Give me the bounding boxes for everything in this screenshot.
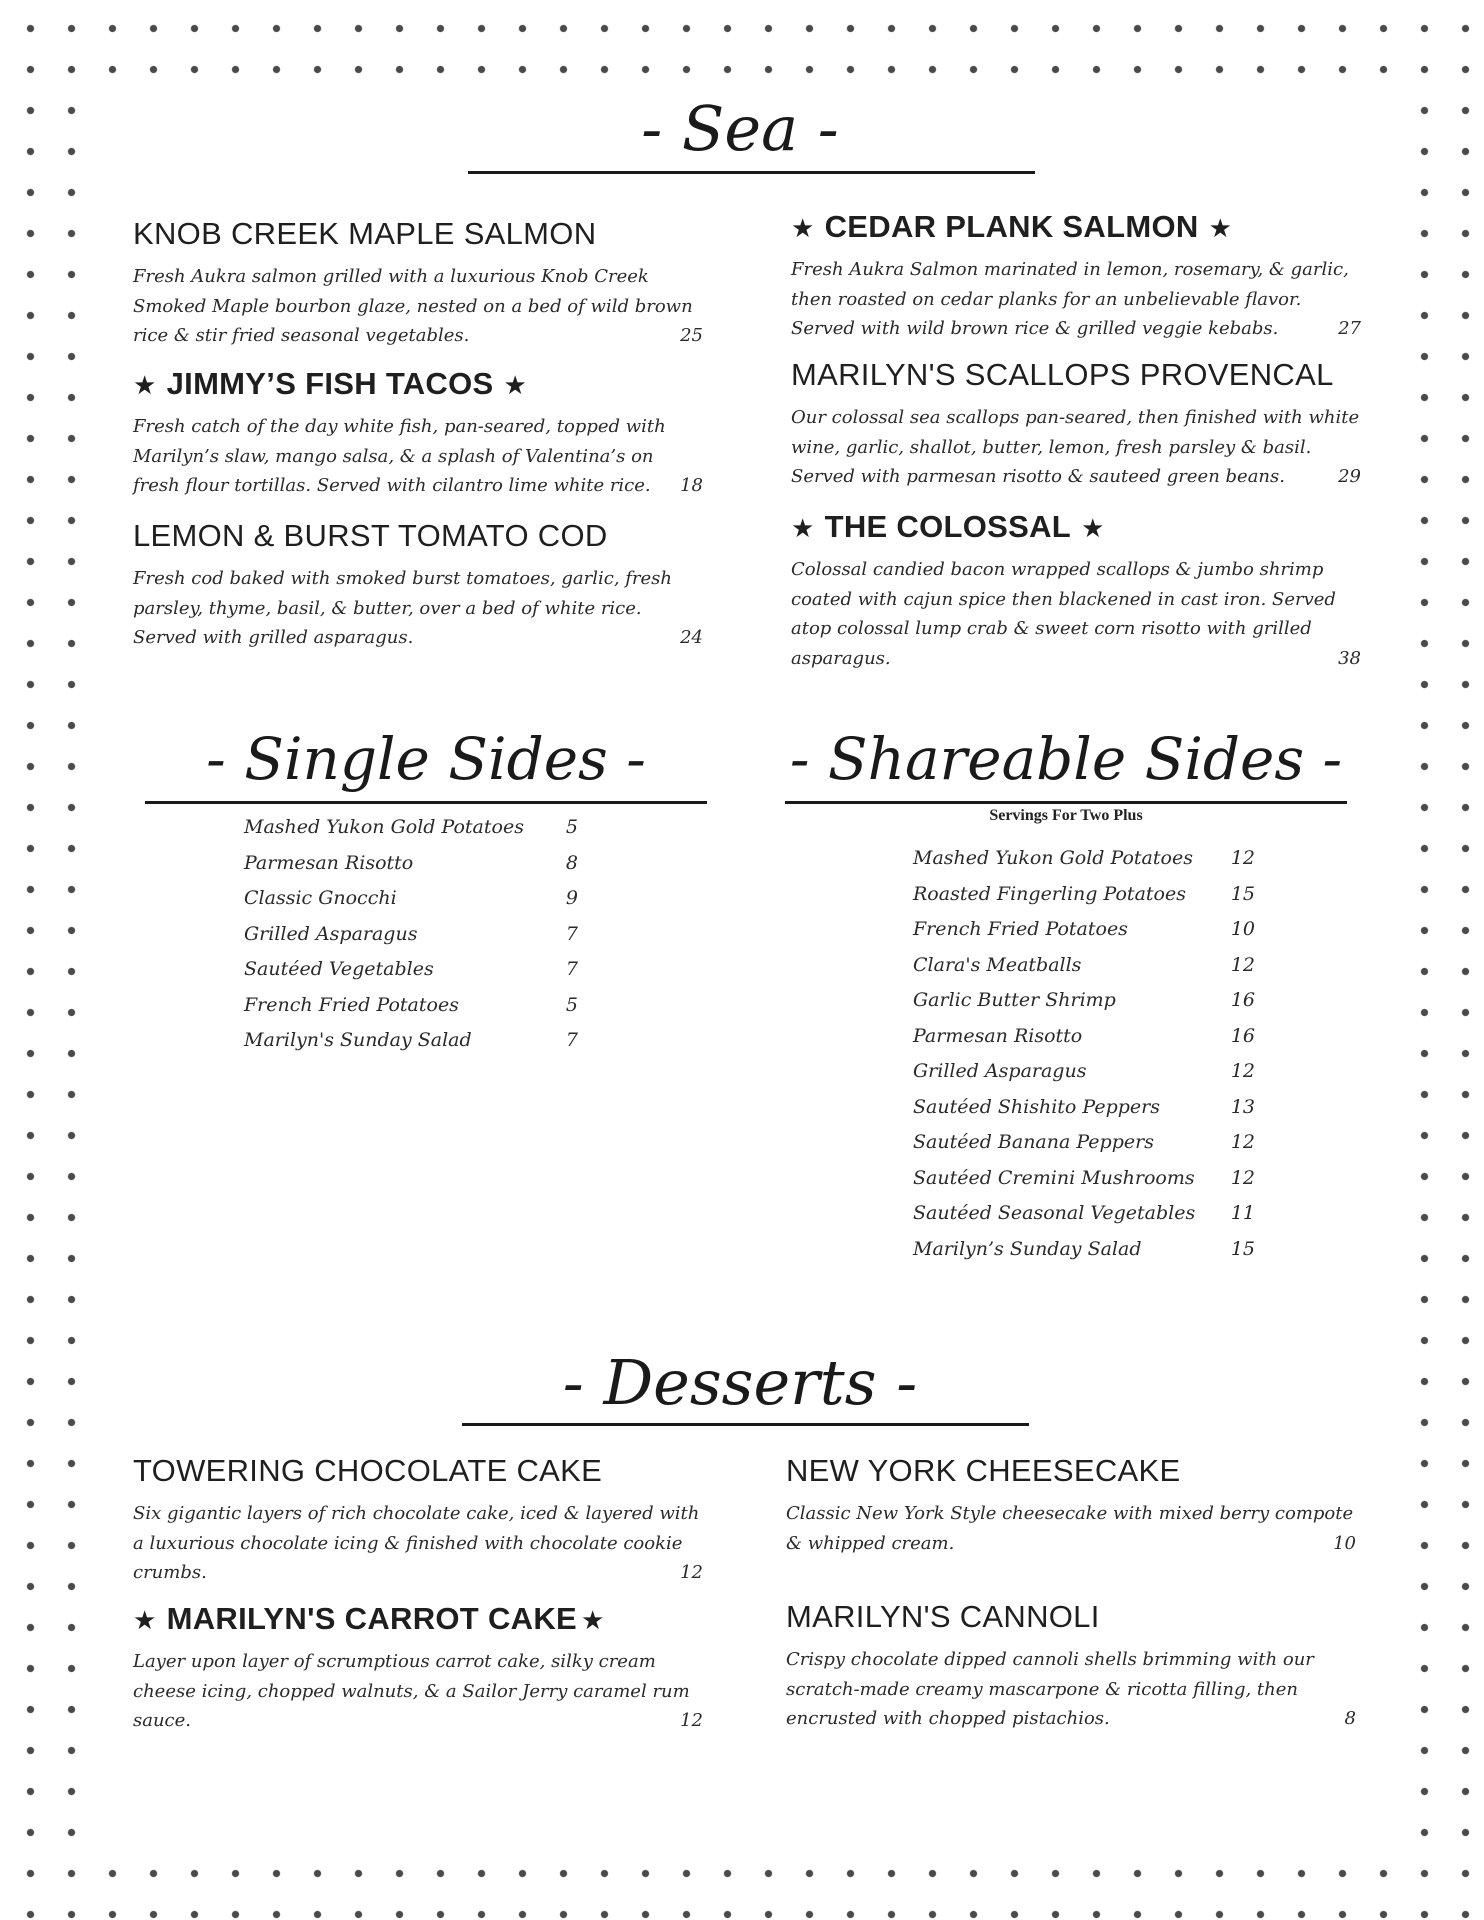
item-description: Colossal candied bacon wrapped scallops & jumbo shrimp coated with cajun spice then blackened in cast iron. Served atop colossal lump crab & sweet corn risotto with grilled asparagus. 38 [791,555,1361,673]
menu-item-featured [791,509,1361,673]
menu-item [786,1453,1356,1558]
item-description: Our colossal sea scallops pan-seared, then finished with white wine, garlic, shallot, butter, lemon, fresh parsley & basil. Served with parmesan risotto & sauteed green beans. 29 [791,403,1361,492]
menu-item-featured [133,366,703,501]
star-icon: ★ [133,1606,157,1636]
list-item: Sautéed Shishito Peppers 13 [913,1095,1255,1118]
item-price: 12 [680,1710,703,1731]
item-title: ★ JIMMY’S FISH TACOS ★ [133,366,528,401]
item-title: ★ MARILYN'S CARROT CAKE ★ [133,1601,605,1636]
item-description: Fresh Aukra Salmon marinated in lemon, rosemary, & garlic, then roasted on cedar planks for an unbelievable flavor. Served with wild brown rice & grilled veggie kebabs. 27 [791,255,1361,344]
star-icon: ★ [580,1606,605,1636]
list-item: Sautéed Vegetables 7 [244,958,578,980]
list-item: Mashed Yukon Gold Potatoes 12 [913,847,1255,869]
item-price: 12 [680,1562,703,1583]
item-title: ★ CEDAR PLANK SALMON ★ [791,209,1233,244]
item-price: 25 [680,325,703,346]
shareable-sides-subheading: Servings For Two Plus [989,807,1143,824]
list-item: Marilyn’s Sunday Salad 15 [913,1237,1255,1260]
list-item: Sautéed Cremini Mushrooms 12 [913,1166,1255,1189]
desserts-rule [462,1423,1029,1426]
item-description: Fresh Aukra salmon grilled with a luxurious Knob Creek Smoked Maple bourbon glaze, nested on a bed of wild brown rice & stir fried seasonal vegetables. 25 [133,262,703,351]
menu-item [133,1453,703,1588]
list-item: Grilled Asparagus 7 [244,922,578,945]
item-price: 27 [1338,318,1361,339]
item-title: ★ THE COLOSSAL ★ [791,509,1105,544]
list-item: Mashed Yukon Gold Potatoes 5 [244,816,578,838]
list-item: Sautéed Banana Peppers 12 [913,1131,1255,1153]
item-price: 24 [680,627,703,648]
menu-item [791,357,1361,492]
item-description: Crispy chocolate dipped cannoli shells brimming with our scratch-made creamy mascarpone & ricotta filling, then encrusted with chopped pistachios. 8 [786,1645,1356,1734]
item-description: Fresh catch of the day white fish, pan-seared, topped with Marilyn’s slaw, mango salsa, & a splash of Valentina’s on fresh flour tortillas. Served with cilantro lime white rice. 18 [133,412,703,501]
item-description: Classic New York Style cheesecake with mixed berry compote & whipped cream. 10 [786,1499,1356,1558]
item-price: 38 [1338,647,1361,669]
item-price: 8 [1344,1708,1356,1729]
item-description: Fresh cod baked with smoked burst tomatoes, garlic, fresh parsley, thyme, basil, & butter, over a bed of white rice. Served with grilled asparagus. 24 [133,564,703,653]
item-title: NEW YORK CHEESECAKE [786,1453,1181,1488]
single-sides-rule [145,801,707,804]
list-item: Parmesan Risotto 8 [244,851,578,874]
item-description: Six gigantic layers of rich chocolate cake, iced & layered with a luxurious chocolate icing & finished with chocolate cookie crumbs. 12 [133,1499,703,1588]
list-item: Classic Gnocchi 9 [244,887,578,909]
menu-item-featured [791,209,1361,344]
single-sides-heading: - Single Sides - [206,725,646,793]
list-item: Roasted Fingerling Potatoes 15 [913,882,1255,905]
single-sides-list [244,810,578,1059]
list-item: Garlic Butter Shrimp 16 [913,989,1255,1011]
star-icon: ★ [133,371,157,401]
item-title: MARILYN'S SCALLOPS PROVENCAL [791,357,1334,392]
menu-item-featured [133,1601,703,1736]
menu-item [133,216,703,351]
list-item: French Fried Potatoes 5 [244,993,578,1016]
menu-item [133,518,703,653]
list-item: Sautéed Seasonal Vegetables 11 [913,1202,1255,1224]
star-icon: ★ [791,514,815,544]
shareable-sides-heading: - Shareable Sides - [789,725,1343,793]
item-price: 10 [1333,1532,1356,1554]
list-item: French Fried Potatoes 10 [913,918,1255,940]
item-title: MARILYN'S CANNOLI [786,1599,1100,1634]
sea-heading: - Sea - [641,92,839,165]
star-icon: ★ [791,214,815,244]
list-item: Marilyn's Sunday Salad 7 [244,1029,578,1051]
item-title: KNOB CREEK MAPLE SALMON [133,216,597,251]
item-price: 29 [1338,466,1361,487]
star-icon: ★ [1081,514,1105,544]
star-icon: ★ [503,371,528,401]
shareable-sides-list [913,841,1255,1267]
item-title: LEMON & BURST TOMATO COD [133,518,608,553]
menu-item [786,1599,1356,1734]
desserts-heading: - Desserts - [562,1346,918,1419]
sea-rule [468,171,1035,174]
list-item: Grilled Asparagus 12 [913,1060,1255,1082]
star-icon: ★ [1208,214,1233,244]
list-item: Clara's Meatballs 12 [913,953,1255,976]
shareable-sides-rule [785,801,1347,804]
item-description: Layer upon layer of scrumptious carrot cake, silky cream cheese icing, chopped walnuts, & a Sailor Jerry caramel rum sauce. 12 [133,1647,703,1736]
item-title: TOWERING CHOCOLATE CAKE [133,1453,603,1488]
item-price: 18 [680,475,703,496]
list-item: Parmesan Risotto 16 [913,1024,1255,1047]
